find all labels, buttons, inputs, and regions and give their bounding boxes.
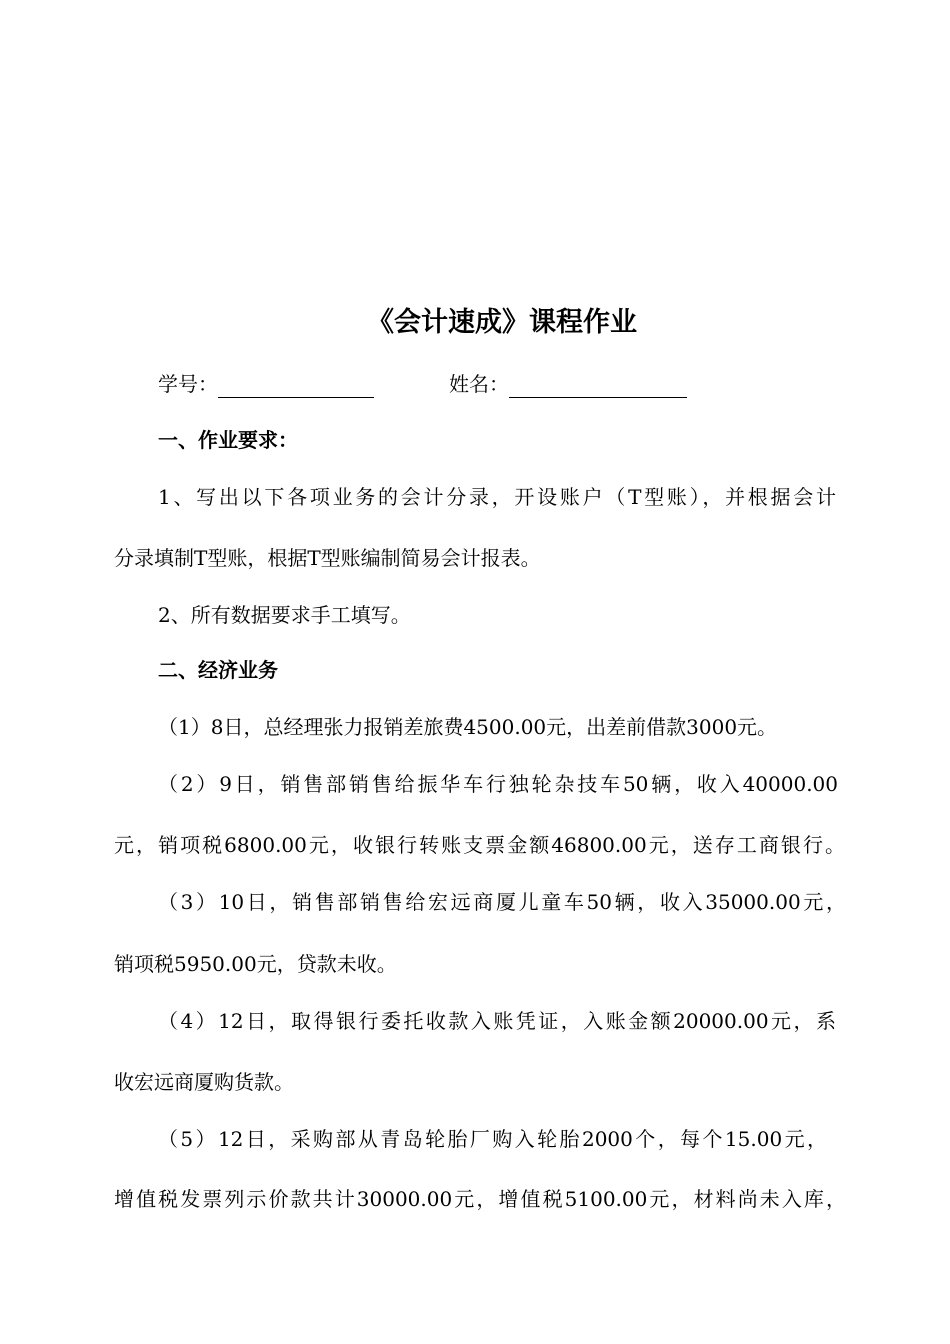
item4-line1: （4）12日，取得银行委托收款入账凭证，入账金额20000.00元，系 — [158, 1009, 836, 1033]
item4-line2: 收宏远商厦购货款。 — [114, 1070, 294, 1094]
item5-line1: （5）12日，采购部从青岛轮胎厂购入轮胎2000个，每个15.00元， — [158, 1127, 827, 1151]
req1-line2: 分录填制T型账，根据T型账编制简易会计报表。 — [114, 546, 541, 570]
name-label: 姓名： — [449, 372, 509, 396]
item5-line2: 增值税发票列示价款共计30000.00元，增值税5100.00元，材料尚未入库， — [114, 1187, 846, 1211]
item3-line1: （3）10日，销售部销售给宏远商厦儿童车50辆，收入35000.00元， — [158, 890, 846, 914]
section2-heading: 二、经济业务 — [158, 658, 278, 682]
item2-line1: （2）9日，销售部销售给振华车行独轮杂技车50辆，收入40000.00 — [158, 772, 838, 796]
student-id-blank — [218, 377, 374, 398]
req2: 2、所有数据要求手工填写。 — [158, 603, 411, 627]
page-title: 《会计速成》课程作业 — [367, 307, 637, 338]
name-blank — [509, 377, 687, 398]
student-id-label: 学号： — [158, 372, 218, 396]
req1-line1: 1、写出以下各项业务的会计分录，开设账户（T型账），并根据会计 — [158, 485, 836, 509]
section1-heading: 一、作业要求： — [158, 428, 298, 452]
student-id-row — [158, 370, 374, 398]
item1: （1）8日，总经理张力报销差旅费4500.00元，出差前借款3000元。 — [158, 715, 778, 739]
name-row — [449, 370, 687, 398]
item3-line2: 销项税5950.00元，贷款未收。 — [114, 952, 397, 976]
item2-line2: 元，销项税6800.00元，收银行转账支票金额46800.00元，送存工商银行。 — [114, 833, 845, 857]
